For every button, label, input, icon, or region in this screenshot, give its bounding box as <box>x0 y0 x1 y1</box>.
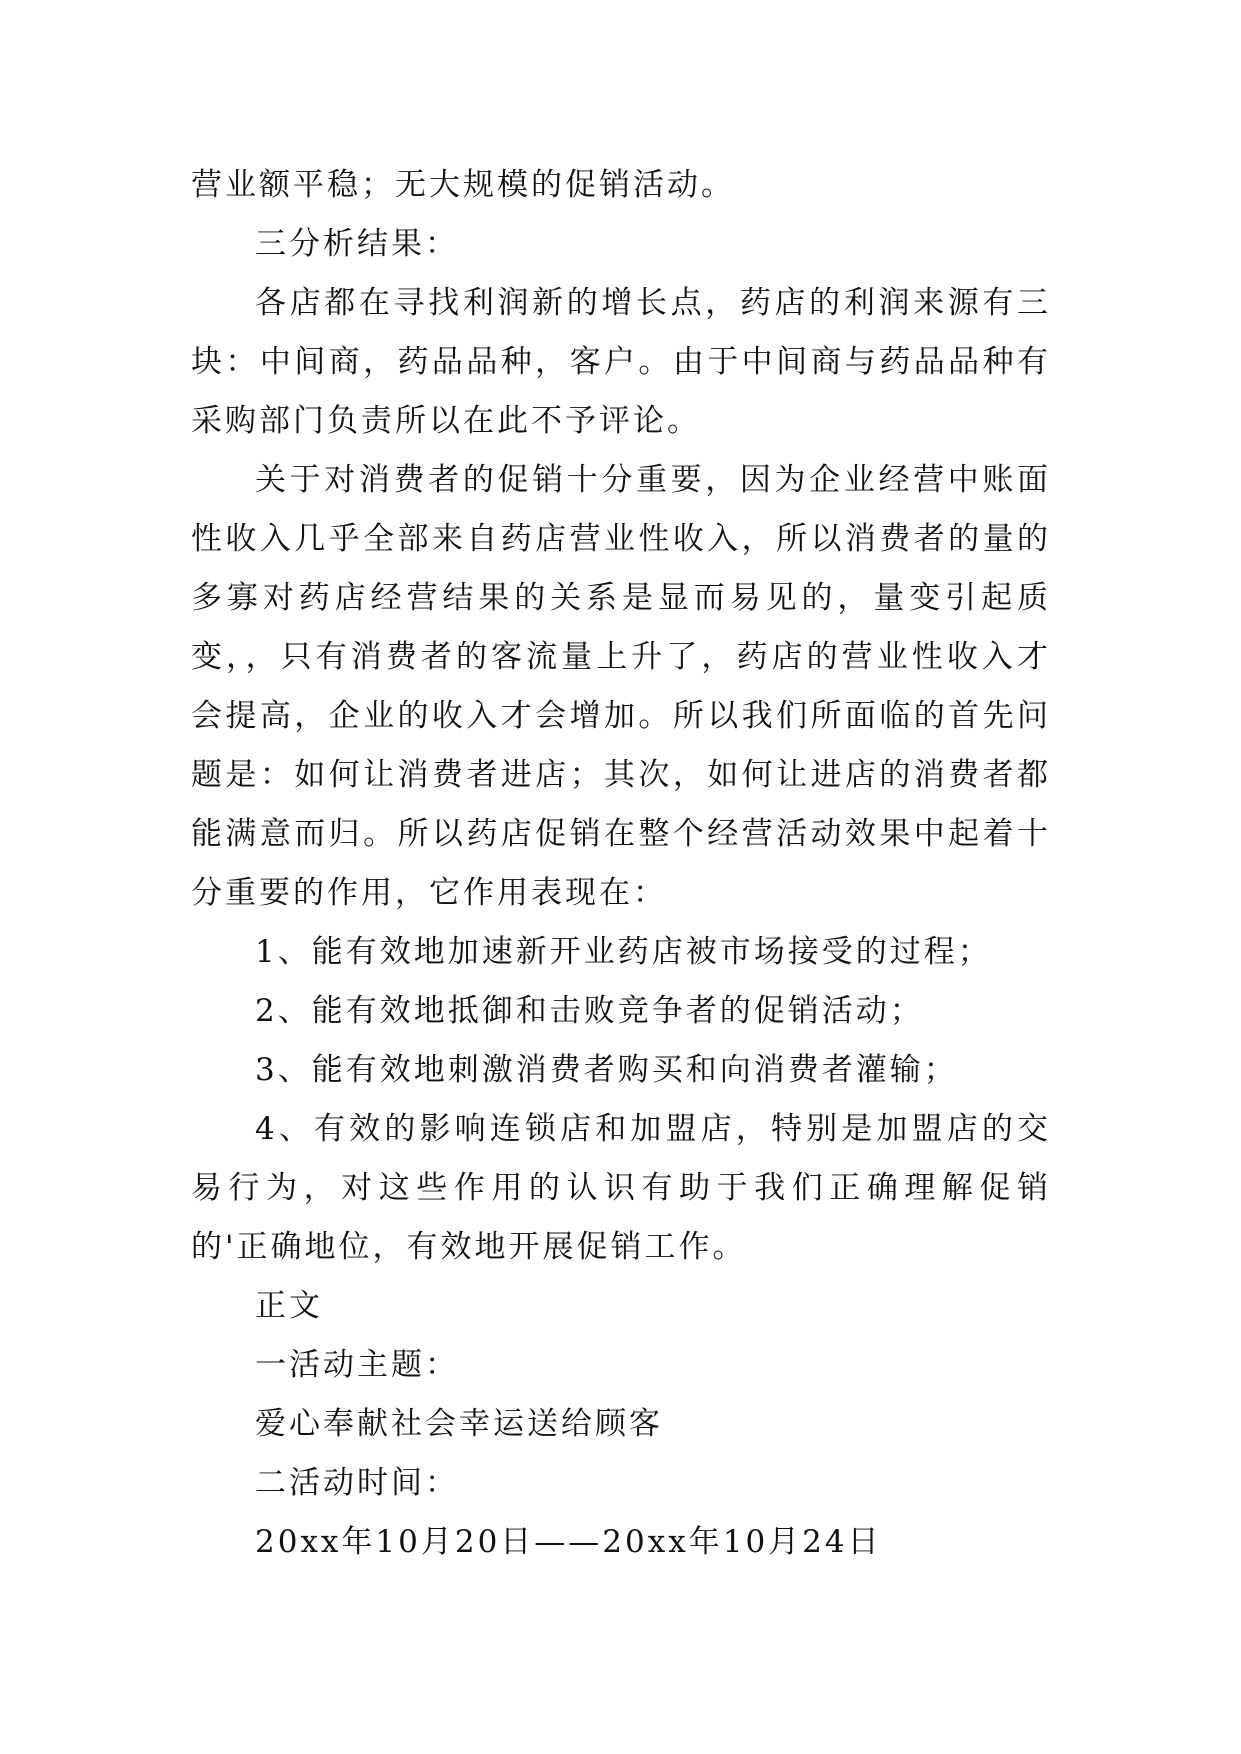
heading-main-text: 正文 <box>255 1288 323 1324</box>
list-item-3: 3、能有效地刺激消费者购买和向消费者灌输； <box>255 1052 958 1088</box>
list-item-4: 4、有效的影响连锁店和加盟店，特别是加盟店的交易行为，对这些作用的认识有助于我们正确理解促销的'正确地位，有效地开展促销工作。 <box>191 1111 1051 1265</box>
paragraph-consumer-promotion: 关于对消费者的促销十分重要，因为企业经营中账面性收入几乎全部来自药店营业性收入，所以消费者的量的多寡对药店经营结果的关系是显而易见的，量变引起质变，，只有消费者的客流量上升了，药店的营业性收入才会提高，企业的收入才会增加。所以我们所面临的首先问题是：如何让消费者进店；其次，如何让进店的消费者都能满意而归。所以药店促销在整个经营活动效果中起着十分重要的作用，它作用表现在： <box>191 462 1051 911</box>
document-body <box>191 156 1051 1572</box>
activity-theme-text: 爱心奉献社会幸运送给顾客 <box>255 1406 663 1442</box>
list-item-1: 1、能有效地加速新开业药店被市场接受的过程； <box>255 934 992 970</box>
paragraph-sales-flat: 营业额平稳；无大规模的促销活动。 <box>191 167 735 203</box>
paragraph-profit-sources: 各店都在寻找利润新的增长点，药店的利润来源有三块：中间商，药品品种，客户。由于中间商与药品品种有采购部门负责所以在此不予评论。 <box>191 285 1051 439</box>
activity-time-text: 20xx年10月20日——20xx年10月24日 <box>255 1524 882 1560</box>
list-item-2: 2、能有效地抵御和击败竞争者的促销活动； <box>255 993 924 1029</box>
heading-activity-theme: 一活动主题： <box>255 1347 459 1383</box>
heading-activity-time: 二活动时间： <box>255 1465 459 1501</box>
heading-analysis-result: 三分析结果： <box>255 226 459 262</box>
